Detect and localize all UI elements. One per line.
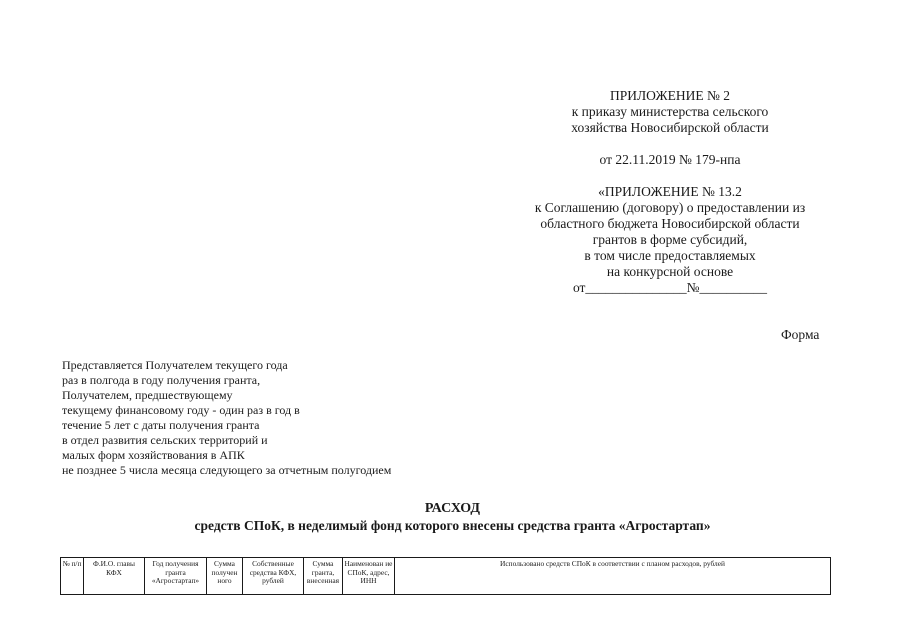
column-header-own-funds: Собственные средства КФХ, рублей	[243, 558, 304, 595]
sub-appendix-line: грантов в форме субсидий,	[592, 232, 748, 247]
submission-note-line: течение 5 лет с даты получения гранта	[62, 418, 260, 432]
submission-note-line: текущему финансовому году - один раз в год в	[62, 403, 300, 417]
submission-note-line: Представляется Получателем текущего года	[62, 358, 288, 372]
submission-note-line: Получателем, предшествующему	[62, 388, 233, 402]
document-title: РАСХОД	[424, 501, 481, 516]
agreement-date-number: от_______________№__________	[572, 280, 768, 295]
submission-note-line: раз в полгода в году получения гранта,	[62, 373, 261, 387]
sub-appendix-line: областного бюджета Новосибирской области	[540, 216, 800, 231]
sub-appendix-title: «ПРИЛОЖЕНИЕ № 13.2	[598, 184, 742, 199]
form-label: Форма	[781, 327, 820, 342]
column-header-head-name: Ф.И.О. главы КФХ	[84, 558, 145, 595]
submission-note	[62, 358, 391, 478]
column-header-grant-contributed: Сумма гранта, внесенная	[304, 558, 343, 595]
appendix-line: хозяйства Новосибирской области	[571, 120, 769, 135]
sub-appendix-line: на конкурсной основе	[606, 264, 734, 279]
column-header-number: № п/п	[61, 558, 84, 595]
submission-note-line: не позднее 5 числа месяца следующего за отчетным полугодием	[62, 463, 392, 477]
column-header-received-sum: Сумма получен ного	[207, 558, 243, 595]
appendix-header	[520, 88, 820, 296]
sub-appendix-line: в том числе предоставляемых	[584, 248, 756, 263]
appendix-title: ПРИЛОЖЕНИЕ № 2	[609, 88, 731, 103]
sub-appendix-line: к Соглашению (договору) о предоставлении из	[534, 200, 806, 215]
submission-note-line: малых форм хозяйствования в АПК	[62, 448, 245, 462]
column-header-grant-year: Год получения гранта «Агростартап»	[145, 558, 207, 595]
order-reference: от 22.11.2019 № 179-нпа	[599, 152, 741, 167]
document-subtitle: средств СПоК, в неделимый фонд которого внесены средства гранта «Агростартап»	[194, 518, 711, 533]
column-header-funds-used: Использовано средств СПоК в соответствии с планом расходов, рублей	[395, 558, 831, 595]
expense-table	[60, 557, 831, 595]
column-header-cooperative-info: Наименован ие СПоК, адрес, ИНН	[343, 558, 395, 595]
appendix-line: к приказу министерства сельского	[571, 104, 769, 119]
submission-note-line: в отдел развития сельских территорий и	[62, 433, 268, 447]
table-header-row	[61, 558, 831, 595]
